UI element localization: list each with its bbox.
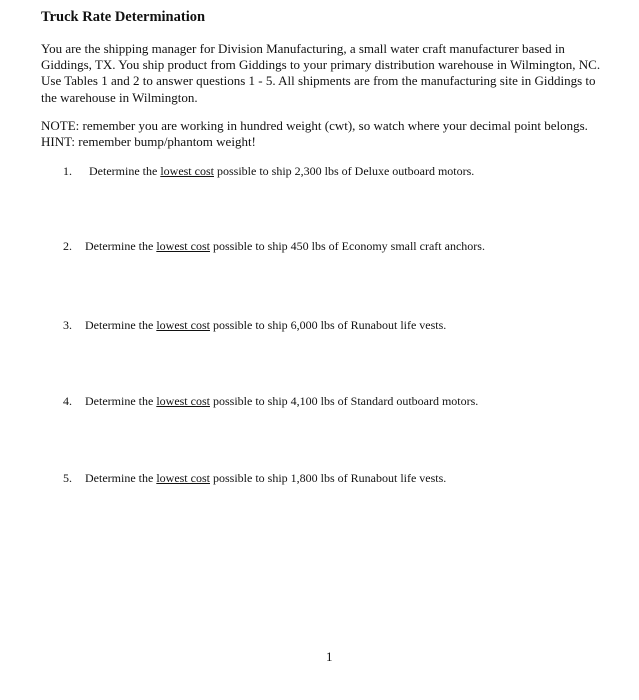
intro-line: Giddings, TX. You ship product from Giddings to your primary distribution warehouse in Wilmington, NC. xyxy=(41,57,601,73)
question-number: 5. xyxy=(63,471,72,485)
page-number: 1 xyxy=(326,649,333,664)
question-number: 3. xyxy=(63,318,72,332)
question-1 xyxy=(63,164,474,179)
question-emphasis: lowest cost xyxy=(156,471,210,485)
question-prefix: Determine the xyxy=(89,164,161,178)
hint-line: HINT: remember bump/phantom weight! xyxy=(41,134,256,149)
question-number: 1. xyxy=(63,164,72,178)
question-number: 2. xyxy=(63,239,72,253)
question-emphasis: lowest cost xyxy=(156,318,210,332)
question-prefix: Determine the xyxy=(85,318,157,332)
question-emphasis: lowest cost xyxy=(156,394,210,408)
question-prefix: Determine the xyxy=(85,471,157,485)
question-suffix: possible to ship 4,100 lbs of Standard outboard motors. xyxy=(209,394,479,408)
document-title: Truck Rate Determination xyxy=(41,9,206,25)
question-3 xyxy=(63,318,446,333)
question-suffix: possible to ship 1,800 lbs of Runabout life vests. xyxy=(209,471,447,485)
intro-line: You are the shipping manager for Division Manufacturing, a small water craft manufacturer based in xyxy=(41,41,565,56)
question-number: 4. xyxy=(63,394,72,408)
note-line: NOTE: remember you are working in hundred weight (cwt), so watch where your decimal point belongs. xyxy=(41,118,588,133)
question-prefix: Determine the xyxy=(85,394,157,408)
intro-line: Use Tables 1 and 2 to answer questions 1 - 5. All shipments are from the manufacturing site in Giddings to xyxy=(41,73,596,89)
question-emphasis: lowest cost xyxy=(160,164,214,178)
question-4 xyxy=(63,394,478,409)
intro-line: the warehouse in Wilmington. xyxy=(41,89,198,105)
question-suffix: possible to ship 2,300 lbs of Deluxe outboard motors. xyxy=(213,164,475,178)
question-suffix: possible to ship 6,000 lbs of Runabout life vests. xyxy=(209,318,447,332)
question-prefix: Determine the xyxy=(85,239,157,253)
question-5 xyxy=(63,471,446,486)
intro-paragraph xyxy=(41,41,631,106)
question-2 xyxy=(63,239,485,254)
question-suffix: possible to ship 450 lbs of Economy small craft anchors. xyxy=(209,239,485,253)
note-block xyxy=(41,118,588,150)
question-emphasis: lowest cost xyxy=(156,239,210,253)
